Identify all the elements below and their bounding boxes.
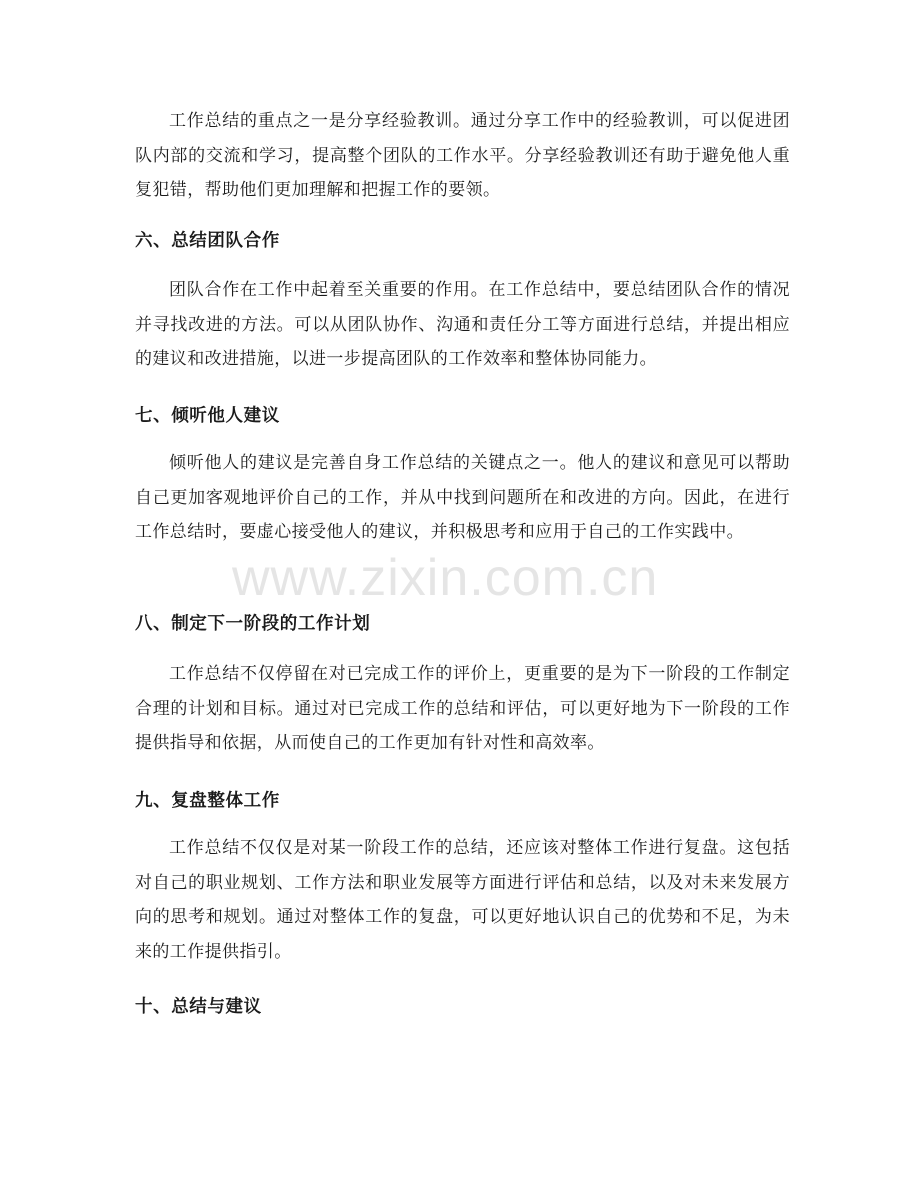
paragraph-team-cooperation: 团队合作在工作中起着至关重要的作用。在工作总结中，要总结团队合作的情况并寻找改进的方法。可以从团队协作、沟通和责任分工等方面进行总结，并提出相应的建议和改进措施，以进一步提高团队的工作效率和整体协同能力。 — [135, 280, 790, 369]
paragraph-share-experience: 工作总结的重点之一是分享经验教训。通过分享工作中的经验教训，可以促进团队内部的交流和学习，提高整个团队的工作水平。分享经验教训还有助于避免他人重复犯错，帮助他们更加理解和把握工作的要领。 — [135, 111, 790, 200]
paragraph-review-work: 工作总结不仅仅是对某一阶段工作的总结，还应该对整体工作进行复盘。这包括对自己的职业规划、工作方法和职业发展等方面进行评估和总结，以及对未来发展方向的思考和规划。通过对整体工作的复盘，可以更好地认识自己的优势和不足，为未来的工作提供指引。 — [135, 838, 790, 962]
section-heading-review-work: 九、复盘整体工作 — [135, 791, 280, 811]
section-heading-team-cooperation: 六、总结团队合作 — [135, 231, 280, 251]
watermark-text: www.zixin.com.cn — [232, 549, 659, 607]
section-heading-summary-advice: 十、总结与建议 — [135, 997, 262, 1017]
paragraph-listen-advice: 倾听他人的建议是完善自身工作总结的关键点之一。他人的建议和意见可以帮助自己更加客观地评价自己的工作，并从中找到问题所在和改进的方向。因此，在进行工作总结时，要虚心接受他人的建议，并积极思考和应用于自己的工作实践中。 — [135, 453, 790, 542]
paragraph-next-plan: 工作总结不仅停留在对已完成工作的评价上，更重要的是为下一阶段的工作制定合理的计划和目标。通过对已完成工作的总结和评估，可以更好地为下一阶段的工作提供指导和依据，从而使自己的工作更加有针对性和高效率。 — [135, 664, 790, 753]
section-heading-next-plan: 八、制定下一阶段的工作计划 — [135, 614, 371, 634]
section-heading-listen-advice: 七、倾听他人建议 — [135, 406, 280, 426]
